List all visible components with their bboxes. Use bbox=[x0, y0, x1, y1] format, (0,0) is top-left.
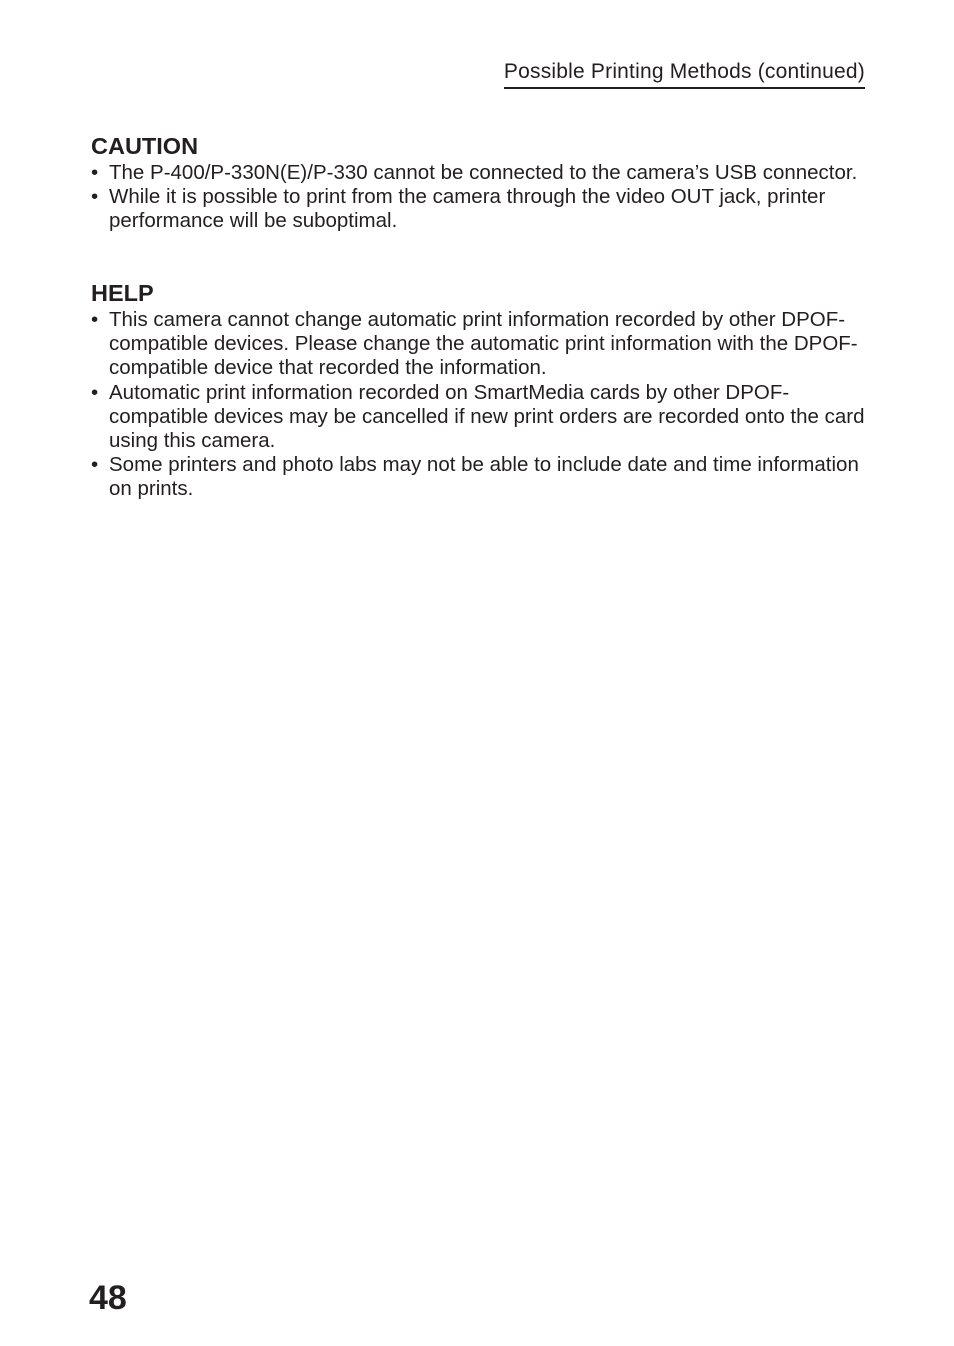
help-list bbox=[91, 308, 871, 502]
list-item bbox=[91, 308, 871, 381]
list-item-text: Automatic print information recorded on SmartMedia cards by other DPOF-compatible devices may be cancelled if new print orders are recorded onto the card using this camera. bbox=[109, 380, 865, 453]
bullet-icon: • bbox=[91, 185, 99, 209]
list-item bbox=[91, 161, 871, 185]
running-header-title: Possible Printing Methods (continued) bbox=[504, 58, 865, 89]
list-item-text: The P-400/P-330N(E)/P-330 cannot be connected to the camera’s USB connector. bbox=[109, 161, 858, 184]
bullet-icon: • bbox=[91, 161, 99, 184]
list-item bbox=[91, 185, 871, 233]
bullet-icon: • bbox=[91, 453, 99, 477]
bullet-icon: • bbox=[91, 308, 99, 331]
caution-heading: CAUTION bbox=[91, 133, 199, 159]
help-heading: HELP bbox=[91, 280, 154, 306]
caution-section bbox=[91, 131, 871, 234]
caution-list bbox=[91, 161, 871, 234]
list-item-text: Some printers and photo labs may not be able to include date and time information on prints. bbox=[109, 453, 859, 501]
bullet-icon: • bbox=[91, 380, 99, 404]
help-section bbox=[91, 278, 871, 502]
list-item-text: While it is possible to print from the camera through the video OUT jack, printer performance will be suboptimal. bbox=[109, 185, 826, 233]
page-number: 48 bbox=[89, 1279, 127, 1317]
list-item bbox=[91, 381, 871, 454]
list-item-text: This camera cannot change automatic print information recorded by other DPOF-compatible devices. Please change the automatic print information with the DPOF-compatible device that recorded the information. bbox=[109, 308, 858, 380]
list-item bbox=[91, 453, 871, 501]
